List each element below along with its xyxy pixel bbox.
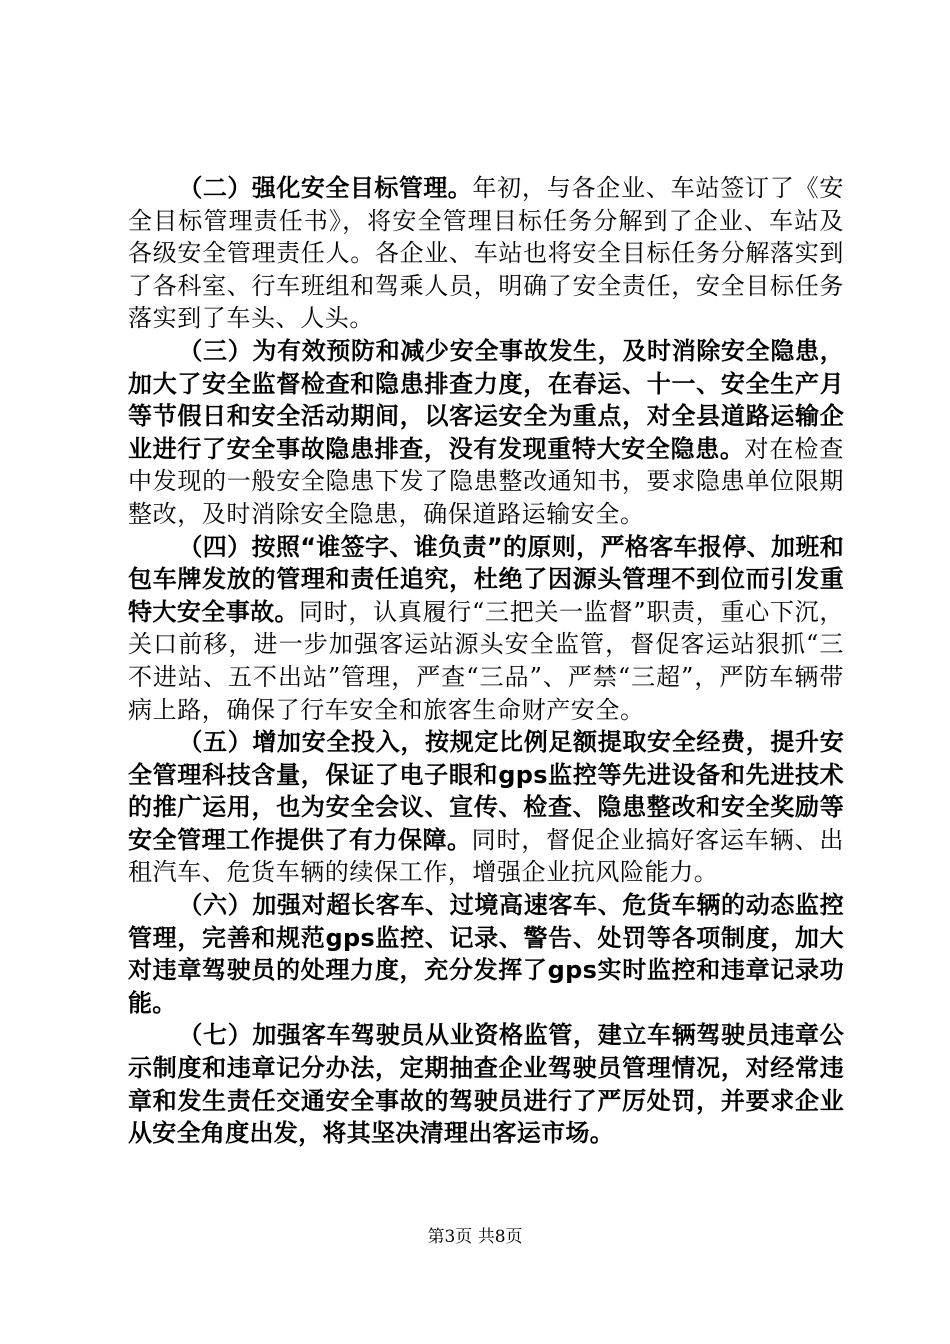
paragraph-heading: （三）为有效预防和减少安全事故发生，及时消除安全隐患，加大了安全监督检查和隐患排查力度，在春运、十一、安全生产月等节假日和安全活动期间，以客运安全为重点，对全县道路运输企业进行了安全事故隐患排查，没有发现重特大安全隐患。 [128, 336, 844, 463]
paragraph-6 [128, 889, 844, 1019]
paragraph-heading: （二）强化安全目标管理。 [178, 174, 473, 202]
paragraph-heading: （四）按照“谁签字、谁负责”的原则，严格客车报停、加班和包车牌发放的管理和责任追究，杜绝了因源头管理不到位而引发重特大安全事故。 [128, 532, 844, 626]
paragraph-text: 同时，督促企业搞好客运车辆、出租汽车、危货车辆的续保工作，增强企业抗风险能力。 [128, 825, 845, 887]
paragraph-text: 年初，与各企业、车站签订了《安全目标管理责任书》，将安全管理目标任务分解到了企业、车站及各级安全管理责任人。各企业、车站也将安全目标任务分解落实到了各科室、行车班组和驾乘人员，明确了安全责任，安全目标任务落实到了车头、人头。 [128, 174, 845, 333]
paragraph-2 [128, 172, 844, 335]
paragraph-text: 对在检查中发现的一般安全隐患下发了隐患整改通知书，要求隐患单位限期整改，及时消除安全隐患，确保道路运输安全。 [128, 434, 844, 528]
paragraph-heading: （六）加强对超长客车、过境高速客车、危货车辆的动态监控管理，完善和规范gps监控、记录、警告、处罚等各项制度，加大对违章驾驶员的处理力度，充分发挥了gps实时监控和违章记录功能。 [128, 891, 844, 1017]
paragraph-3 [128, 335, 844, 531]
document-body [128, 172, 844, 1150]
paragraph-heading: （七）加强客车驾驶员从业资格监管，建立车辆驾驶员违章公示制度和违章记分办法，定期抽查企业驾驶员管理情况，对经常违章和发生责任交通安全事故的驾驶员进行了严厉处罚，并要求企业从安全角度出发，将其坚决清理出客运市场。 [128, 1021, 844, 1148]
paragraph-7 [128, 1019, 844, 1149]
paragraph-4 [128, 531, 844, 727]
paragraph-heading: （五）增加安全投入，按规定比例足额提取安全经费，提升安全管理科技含量，保证了电子眼和gps监控等先进设备和先进技术的推广运用，也为安全会议、宣传、检查、隐患整改和安全奖励等安全管理工作提供了有力保障。 [128, 728, 844, 854]
paragraph-text: 同时，认真履行“三把关一监督”职责，重心下沉，关口前移，进一步加强客运站源头安全监管，督促客运站狠抓“三不进站、五不出站”管理，严查“三品”、严禁“三超”，严防车辆带病上路，确保了行车安全和旅客生命财产安全。 [128, 597, 844, 724]
paragraph-5 [128, 726, 844, 889]
page-footer: 第3页 共8页 [427, 1227, 523, 1247]
